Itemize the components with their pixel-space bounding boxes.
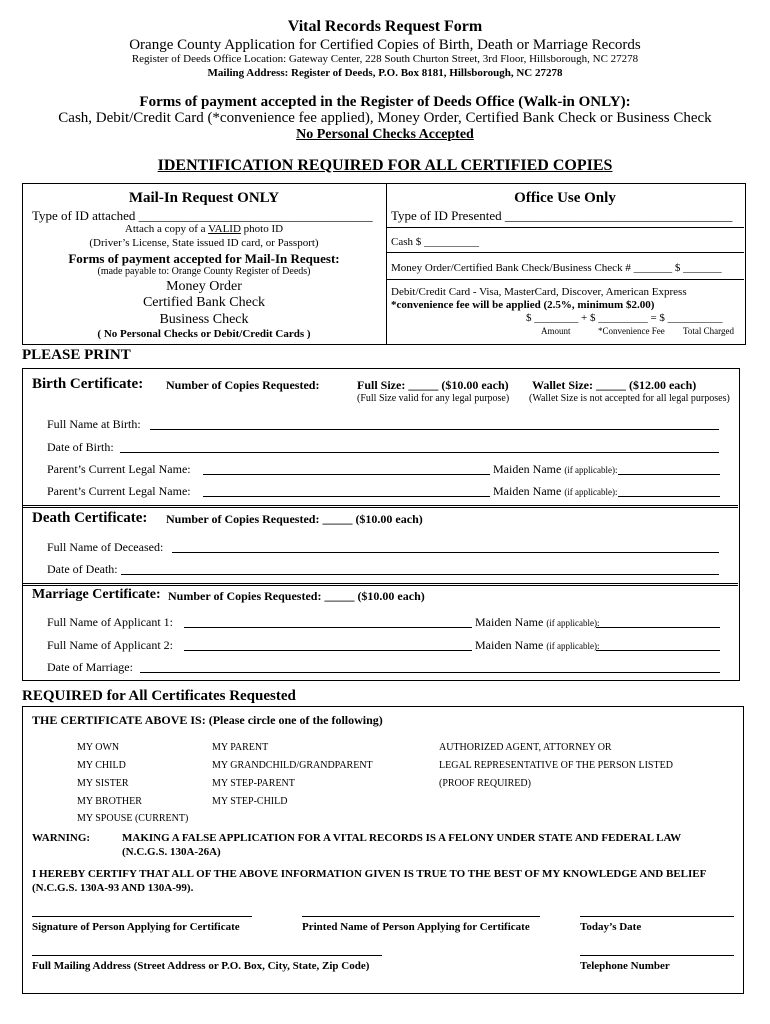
telephone-field[interactable] bbox=[580, 955, 734, 956]
full-name-birth-field[interactable] bbox=[150, 429, 719, 430]
warning-label: WARNING: bbox=[32, 832, 91, 844]
rel-my-grandchild[interactable]: MY GRANDCHILD/GRANDPARENT bbox=[212, 760, 373, 771]
rel-proof-required: (PROOF REQUIRED) bbox=[439, 778, 531, 789]
maiden1-label: Maiden Name (if applicable): bbox=[493, 462, 618, 476]
dob-field[interactable] bbox=[120, 452, 719, 453]
marriage-date-label: Date of Marriage: bbox=[47, 660, 133, 674]
conv-fee-label: *Convenience Fee bbox=[598, 326, 665, 336]
applicant1-maiden-field[interactable] bbox=[596, 627, 720, 628]
mail-payment-heading: Forms of payment accepted for Mail-In Request: bbox=[68, 251, 340, 266]
payment-heading: Forms of payment accepted in the Register of Deeds Office (Walk-in ONLY): bbox=[139, 94, 631, 110]
form-title: Vital Records Request Form bbox=[287, 18, 483, 35]
money-order-field: Money Order/Certified Bank Check/Business Check # _______ $ _______ bbox=[391, 262, 722, 274]
rel-my-step-child[interactable]: MY STEP-CHILD bbox=[212, 796, 288, 807]
id-presented-field: Type of ID Presented ___________________________________ bbox=[391, 208, 733, 223]
todays-date-field[interactable] bbox=[580, 916, 734, 917]
death-certificate-title: Death Certificate: bbox=[32, 510, 148, 526]
birth-death-divider bbox=[22, 505, 738, 508]
rel-my-child[interactable]: MY CHILD bbox=[77, 760, 126, 771]
circle-instruction: THE CERTIFICATE ABOVE IS: (Please circle one of the following) bbox=[32, 713, 383, 727]
marriage-copies-field[interactable]: Number of Copies Requested: _____ ($10.00 each) bbox=[168, 589, 425, 603]
payment-methods: Cash, Debit/Credit Card (*convenience fee applied), Money Order, Certified Bank Check or Business Check bbox=[58, 110, 712, 126]
id-types-note: (Driver’s License, State issued ID card, or Passport) bbox=[89, 237, 319, 249]
office-use-heading: Office Use Only bbox=[514, 190, 616, 206]
full-size-note: (Full Size valid for any legal purpose) bbox=[357, 393, 510, 404]
applicant2-label: Full Name of Applicant 2: bbox=[47, 638, 173, 652]
please-print-heading: PLEASE PRINT bbox=[22, 347, 131, 363]
warning-statute: (N.C.G.S. 130A-26A) bbox=[122, 846, 221, 858]
mail-in-heading: Mail-In Request ONLY bbox=[128, 190, 280, 206]
business-check-option: Business Check bbox=[159, 312, 249, 327]
deceased-name-label: Full Name of Deceased: bbox=[47, 540, 164, 554]
required-heading: REQUIRED for All Certificates Requested bbox=[22, 688, 296, 704]
certify-statement: I HEREBY CERTIFY THAT ALL OF THE ABOVE INFORMATION GIVEN IS TRUE TO THE BEST OF MY KNOWLEDGE AND BELIEF bbox=[32, 868, 707, 880]
telephone-label: Telephone Number bbox=[580, 960, 670, 972]
payable-to-note: (made payable to: Orange County Register of Deeds) bbox=[97, 266, 311, 277]
rel-authorized-agent[interactable]: AUTHORIZED AGENT, ATTORNEY OR bbox=[439, 742, 612, 753]
applicant1-field[interactable] bbox=[184, 627, 472, 628]
cash-field: Cash $ __________ bbox=[391, 236, 479, 248]
birth-certificate-title: Birth Certificate: bbox=[32, 376, 144, 392]
box-divider bbox=[386, 183, 387, 344]
marriage-certificate-title: Marriage Certificate: bbox=[32, 587, 161, 602]
parent2-label: Parent’s Current Legal Name: bbox=[47, 484, 191, 498]
card-types-note: Debit/Credit Card - Visa, MasterCard, Discover, American Express bbox=[391, 286, 687, 298]
form-subtitle: Orange County Application for Certified Copies of Birth, Death or Marriage Records bbox=[129, 37, 641, 53]
mailing-address-label: Full Mailing Address (Street Address or P.O. Box, City, State, Zip Code) bbox=[32, 960, 370, 972]
parent1-label: Parent’s Current Legal Name: bbox=[47, 462, 191, 476]
mailing-address: Mailing Address: Register of Deeds, P.O. Box 8181, Hillsborough, NC 27278 bbox=[207, 67, 563, 79]
marriage-date-field[interactable] bbox=[140, 672, 720, 673]
parent2-field[interactable] bbox=[203, 496, 490, 497]
no-personal-checks-note: ( No Personal Checks or Debit/Credit Cards ) bbox=[97, 328, 311, 340]
rel-legal-rep: LEGAL REPRESENTATIVE OF THE PERSON LISTED bbox=[439, 760, 673, 771]
death-copies-field[interactable]: Number of Copies Requested: _____ ($10.00 each) bbox=[166, 512, 423, 526]
full-name-birth-label: Full Name at Birth: bbox=[47, 417, 141, 431]
deceased-name-field[interactable] bbox=[172, 552, 719, 553]
signature-field[interactable] bbox=[32, 916, 252, 917]
maiden2-label: Maiden Name (if applicable): bbox=[493, 484, 618, 498]
id-required-heading: IDENTIFICATION REQUIRED FOR ALL CERTIFIED COPIES bbox=[157, 157, 613, 174]
bank-check-option: Certified Bank Check bbox=[142, 295, 266, 310]
amount-label: Amount bbox=[541, 326, 571, 336]
full-size-copies[interactable]: Full Size: _____ ($10.00 each) bbox=[357, 378, 509, 392]
warning-text: MAKING A FALSE APPLICATION FOR A VITAL RECORDS IS A FELONY UNDER STATE AND FEDERAL LAW bbox=[122, 832, 682, 844]
dob-label: Date of Birth: bbox=[47, 440, 114, 454]
todays-date-label: Today’s Date bbox=[580, 921, 642, 933]
amount-sum-line: $ ________ + $ _________ = $ __________ bbox=[526, 312, 723, 324]
printed-name-label: Printed Name of Person Applying for Certificate bbox=[302, 921, 530, 933]
rel-my-step-parent[interactable]: MY STEP-PARENT bbox=[212, 778, 295, 789]
death-marriage-divider bbox=[22, 583, 738, 586]
no-checks-note: No Personal Checks Accepted bbox=[296, 127, 474, 142]
applicant1-maiden-label: Maiden Name (if applicable): bbox=[475, 615, 600, 629]
money-order-option: Money Order bbox=[166, 279, 242, 294]
rel-my-brother[interactable]: MY BROTHER bbox=[77, 796, 142, 807]
birth-copies-label: Number of Copies Requested: bbox=[166, 378, 320, 392]
applicant2-field[interactable] bbox=[184, 650, 472, 651]
office-location: Register of Deeds Office Location: Gateway Center, 228 South Churton Street, 3rd Floor, Hillsborough, NC 27278 bbox=[131, 53, 639, 65]
wallet-size-note: (Wallet Size is not accepted for all legal purposes) bbox=[529, 393, 730, 404]
death-date-field[interactable] bbox=[121, 574, 719, 575]
signature-label: Signature of Person Applying for Certificate bbox=[32, 921, 240, 933]
applicant2-maiden-field[interactable] bbox=[596, 650, 720, 651]
type-of-id-field[interactable]: Type of ID attached ____________________________________ bbox=[32, 208, 373, 223]
mailing-address-field[interactable] bbox=[32, 955, 382, 956]
parent1-field[interactable] bbox=[203, 474, 490, 475]
certify-statute: (N.C.G.S. 130A-93 AND 130A-99). bbox=[32, 882, 194, 894]
rel-my-sister[interactable]: MY SISTER bbox=[77, 778, 129, 789]
total-charged-label: Total Charged bbox=[683, 326, 734, 336]
applicant2-maiden-label: Maiden Name (if applicable): bbox=[475, 638, 600, 652]
maiden1-field[interactable] bbox=[618, 474, 720, 475]
convenience-fee-note: *convenience fee will be applied (2.5%, minimum $2.00) bbox=[391, 299, 655, 311]
printed-name-field[interactable] bbox=[302, 916, 540, 917]
attach-id-note: Attach a copy of a VALID photo ID bbox=[124, 223, 284, 235]
death-date-label: Date of Death: bbox=[47, 562, 118, 576]
wallet-size-copies[interactable]: Wallet Size: _____ ($12.00 each) bbox=[532, 378, 697, 392]
maiden2-field[interactable] bbox=[618, 496, 720, 497]
rel-my-parent[interactable]: MY PARENT bbox=[212, 742, 269, 753]
rel-my-spouse[interactable]: MY SPOUSE (CURRENT) bbox=[77, 813, 189, 824]
rel-my-own[interactable]: MY OWN bbox=[77, 742, 120, 753]
applicant1-label: Full Name of Applicant 1: bbox=[47, 615, 173, 629]
